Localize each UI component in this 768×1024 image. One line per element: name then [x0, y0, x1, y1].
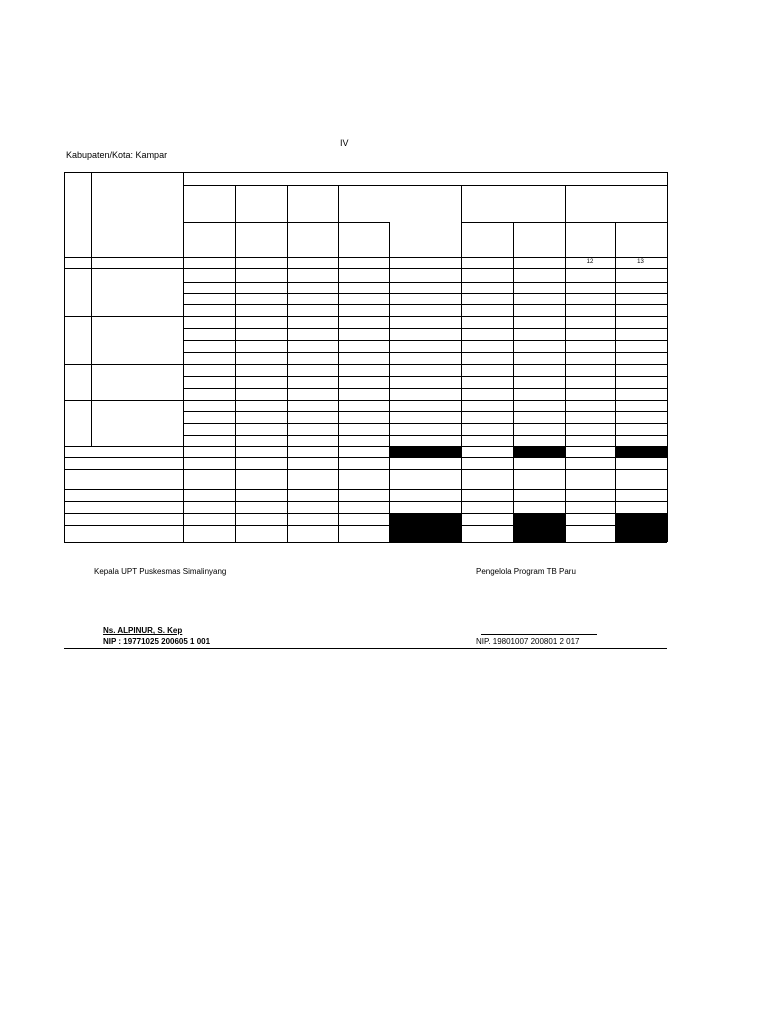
table-rule — [64, 257, 667, 258]
table-rule — [513, 222, 514, 542]
table-rule — [64, 469, 667, 470]
table-rule — [64, 172, 65, 542]
left-signatory-name: Ns. ALPINUR, S. Kep — [103, 626, 183, 635]
shaded-cell — [389, 513, 461, 542]
table-rule — [183, 282, 667, 283]
table-rule — [183, 352, 667, 353]
table-rule — [183, 222, 389, 223]
table-rule — [183, 328, 667, 329]
left-signatory-nip: NIP : 19771025 200605 1 001 — [103, 637, 211, 646]
table-rule — [64, 400, 183, 401]
table-rule — [183, 400, 667, 401]
table-rule — [389, 222, 390, 542]
shaded-cell — [615, 513, 667, 542]
column-number-13: 13 — [637, 259, 644, 265]
left-signatory-title: Kepala UPT Puskesmas Simalinyang — [94, 567, 227, 576]
table-rule — [183, 304, 667, 305]
table-rule — [615, 222, 616, 542]
table-rule — [183, 388, 667, 389]
table-rule — [183, 435, 667, 436]
table-rule — [64, 316, 183, 317]
table-rule — [183, 364, 667, 365]
table-rule — [183, 423, 667, 424]
table-rule — [183, 185, 667, 186]
table-rule — [64, 172, 667, 173]
district-label: Kabupaten/Kota: Kampar — [66, 150, 168, 160]
section-roman-numeral: IV — [340, 138, 349, 148]
table-rule — [91, 172, 92, 446]
shaded-cell — [389, 446, 461, 457]
table-rule — [64, 364, 183, 365]
shaded-cell — [615, 446, 667, 457]
table-rule — [64, 513, 667, 514]
table-rule — [64, 501, 667, 502]
right-signatory-title: Pengelola Program TB Paru — [476, 567, 576, 576]
table-rule — [183, 316, 667, 317]
table-rule — [461, 222, 667, 223]
footer-rule — [64, 648, 667, 649]
shaded-cell — [513, 513, 565, 542]
table-rule — [183, 376, 667, 377]
table-rule — [64, 489, 667, 490]
table-rule — [183, 340, 667, 341]
right-signature-line — [481, 634, 597, 635]
table-rule — [64, 457, 667, 458]
shaded-cell — [513, 446, 565, 457]
table-rule — [183, 411, 667, 412]
table-rule — [64, 268, 667, 269]
table-rule — [64, 542, 667, 543]
right-signatory-nip: NIP. 19801007 200801 2 017 — [476, 637, 580, 646]
table-rule — [183, 172, 184, 542]
table-rule — [667, 172, 668, 542]
table-rule — [64, 446, 667, 447]
column-number-12: 12 — [586, 259, 594, 265]
table-rule — [183, 293, 667, 294]
table-rule — [64, 525, 667, 526]
